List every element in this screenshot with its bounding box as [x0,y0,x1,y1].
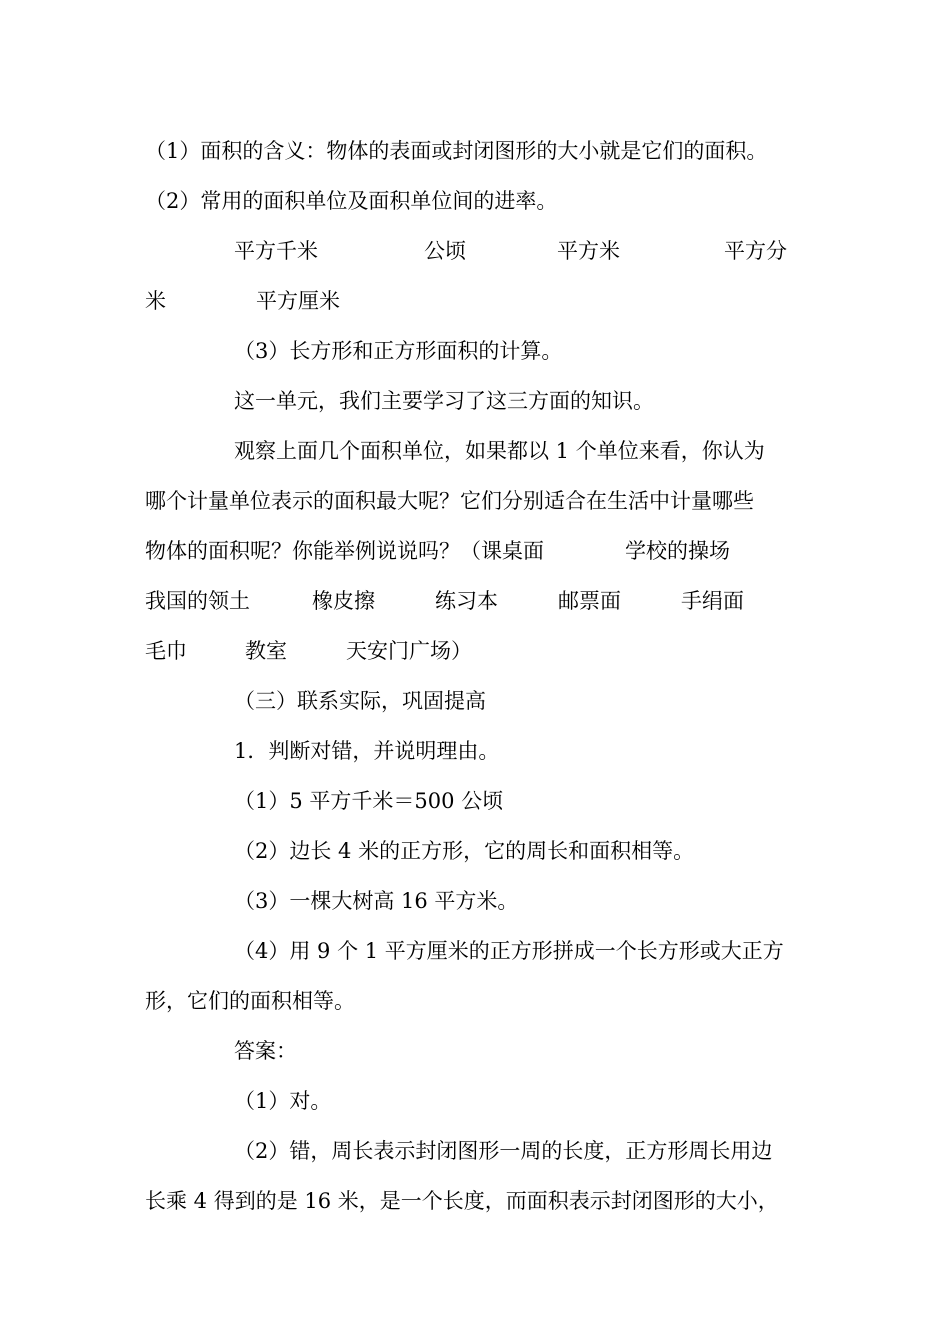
example-item: 天安门广场） [346,639,472,663]
unit-item: 平方千米 [234,239,318,263]
example-item: 我国的领土 [145,589,250,613]
question-item: （3）一棵大树高 16 平方米。 [234,889,519,913]
answer-item: （2）错，周长表示封闭图形一周的长度，正方形周长用边 [234,1139,773,1163]
text-line: （1）面积的含义：物体的表面或封闭图形的大小就是它们的面积。 [145,139,768,163]
unit-item: 平方米 [557,239,620,263]
answer-item: 长乘 4 得到的是 16 米，是一个长度，而面积表示封闭图形的大小， [145,1189,779,1213]
example-item: 邮票面 [558,589,621,613]
text-line: 哪个计量单位表示的面积最大呢？它们分别适合在生活中计量哪些 [145,489,754,513]
example-item: 毛巾 [145,639,187,663]
text-line: 这一单元，我们主要学习了这三方面的知识。 [234,389,654,413]
text-line: 观察上面几个面积单位，如果都以 1 个单位来看，你认为 [234,439,765,463]
unit-item: 平方分 [724,239,787,263]
section-heading: （三）联系实际，巩固提高 [234,689,486,713]
example-item: 教室 [245,639,287,663]
unit-item: 公顷 [424,239,466,263]
example-item: 练习本 [435,589,498,613]
question-item: （1）5 平方千米＝500 公顷 [234,789,504,813]
unit-item: 平方厘米 [256,289,340,313]
answer-heading: 答案： [234,1039,297,1063]
question-item: （4）用 9 个 1 平方厘米的正方形拼成一个长方形或大正方 [234,939,784,963]
question-item: （2）边长 4 米的正方形，它的周长和面积相等。 [234,839,695,863]
question-item: 形，它们的面积相等。 [145,989,355,1013]
text-line: （3）长方形和正方形面积的计算。 [234,339,563,363]
unit-item: 米 [145,289,166,313]
text-line: 物体的面积呢？你能举例说说吗？（课桌面 [145,539,544,563]
text-line: （2）常用的面积单位及面积单位间的进率。 [145,189,558,213]
example-item: 学校的操场 [625,539,730,563]
answer-item: （1）对。 [234,1089,332,1113]
example-item: 手绢面 [681,589,744,613]
example-item: 橡皮擦 [312,589,375,613]
question-heading: 1．判断对错，并说明理由。 [234,739,500,763]
